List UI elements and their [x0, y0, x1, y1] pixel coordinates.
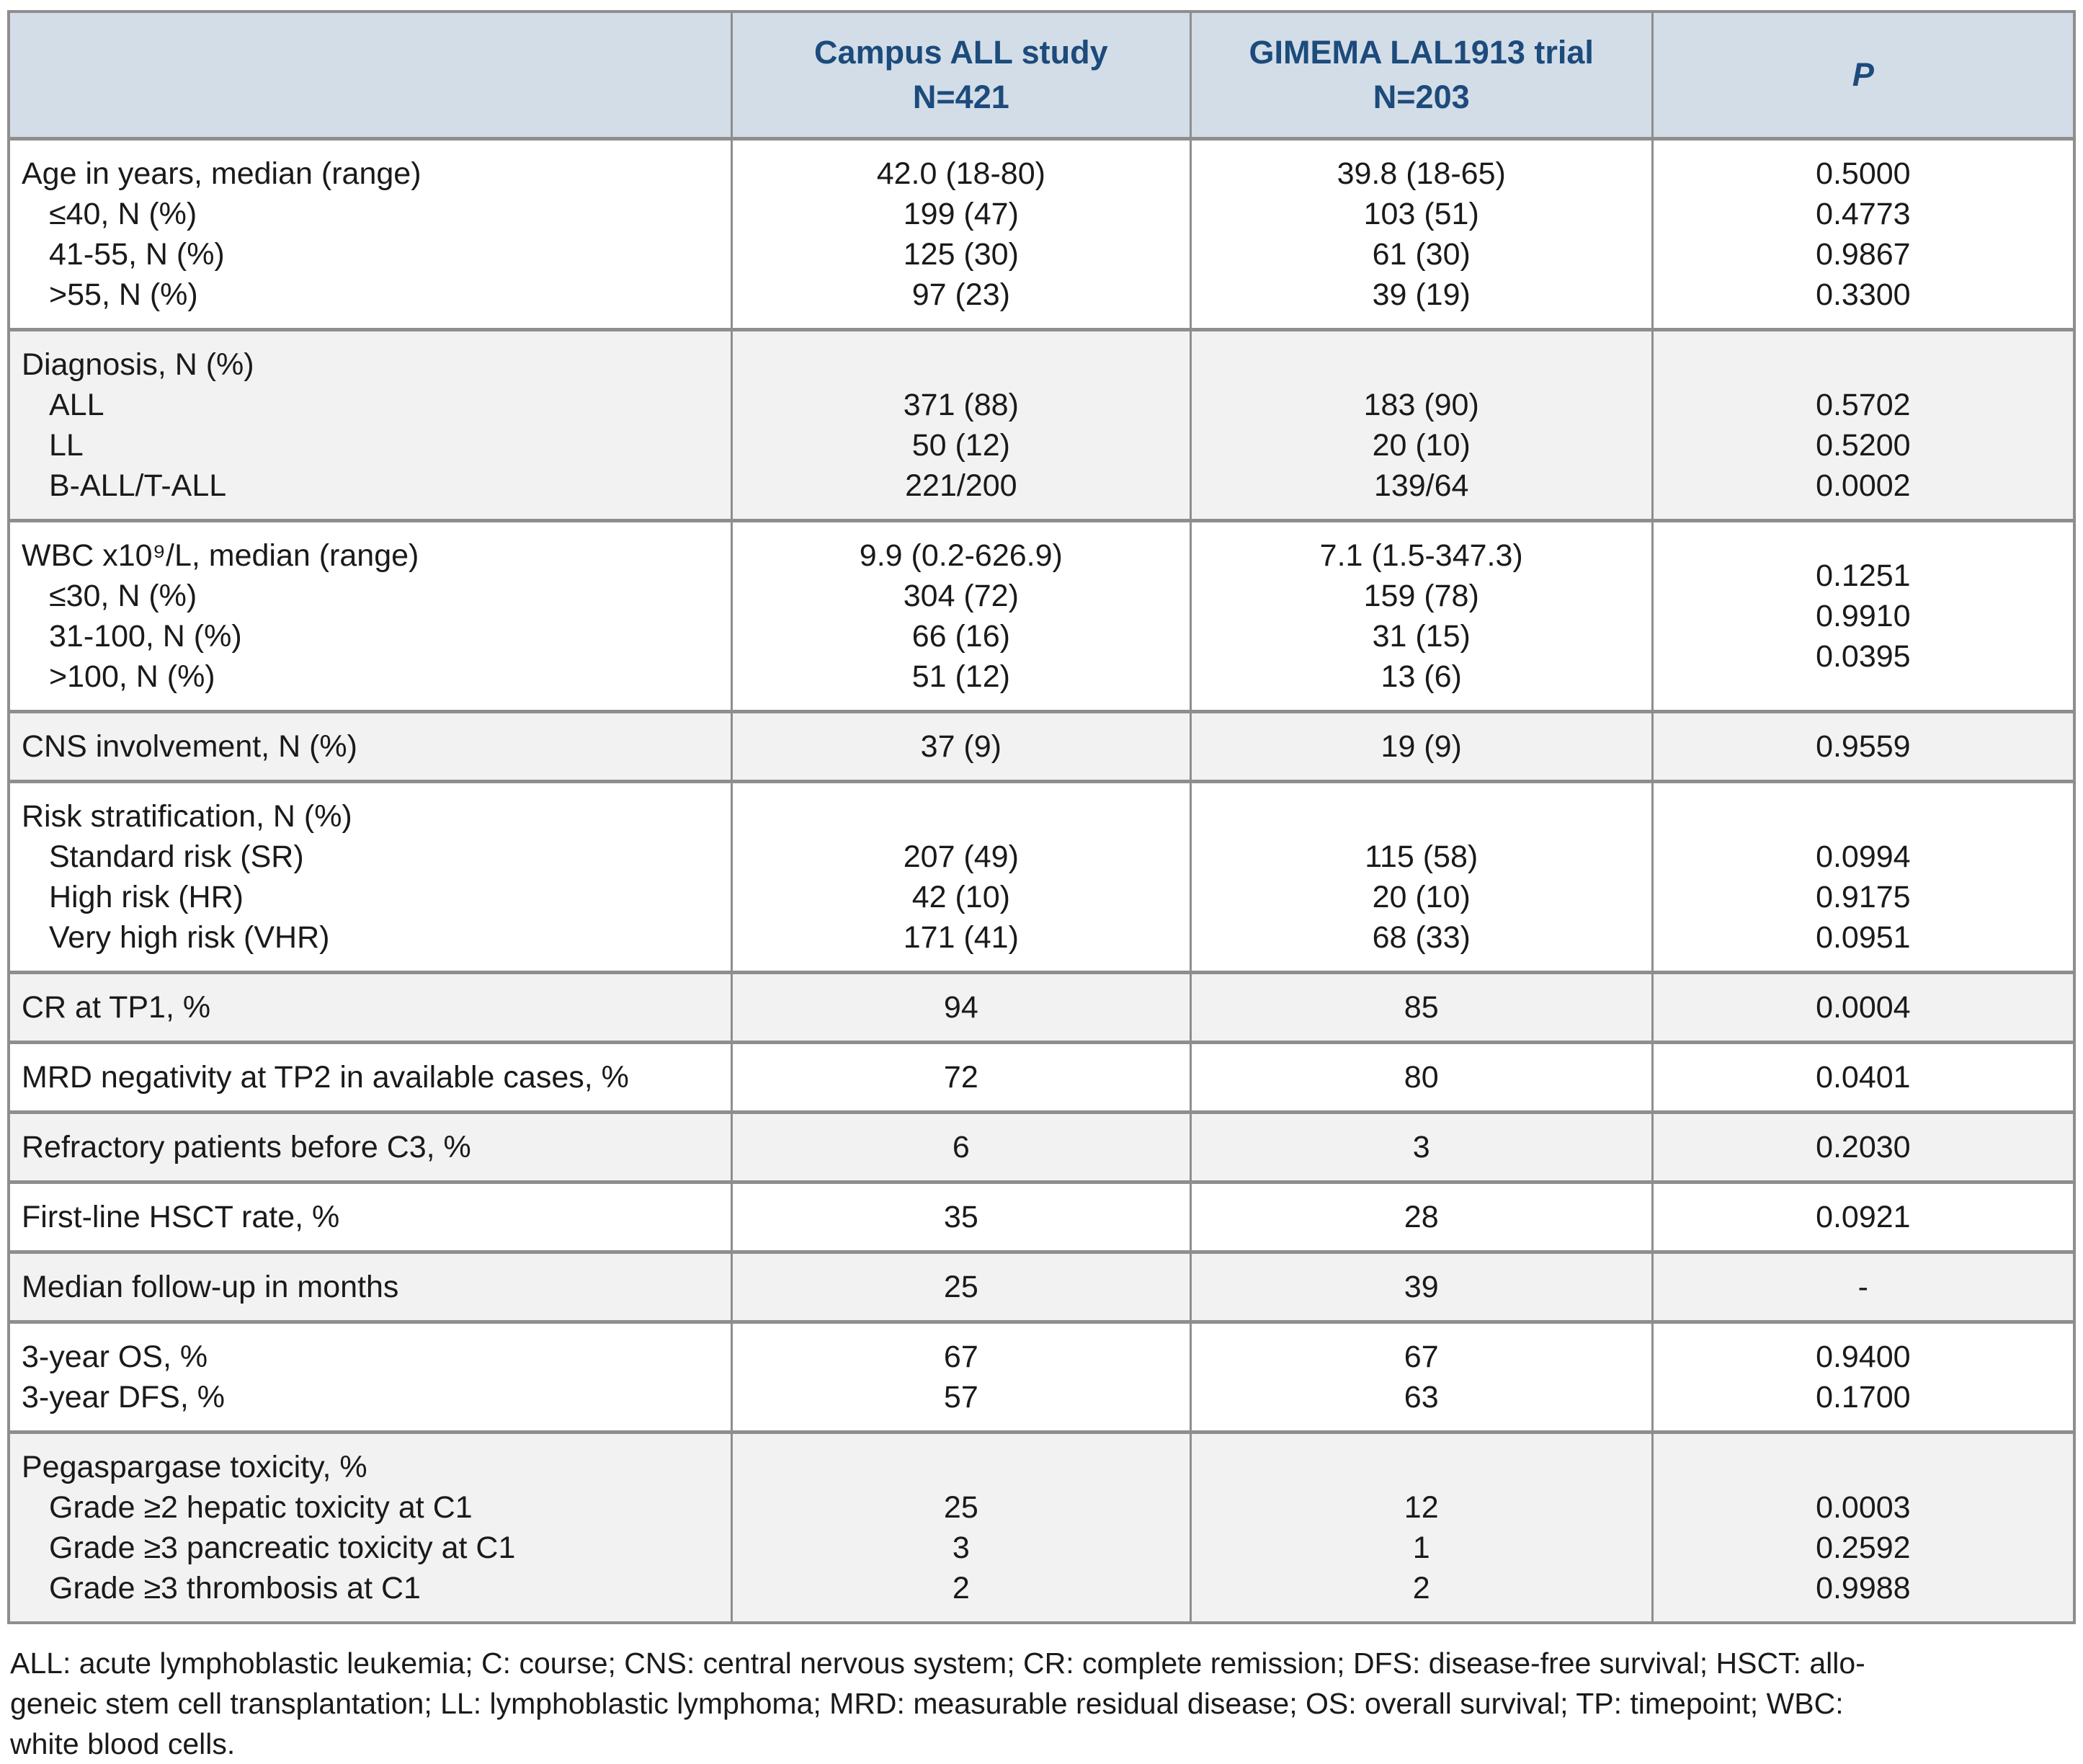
footnote — [7, 1624, 2076, 1764]
campus-value: 304 (72) — [903, 578, 1019, 613]
p-cell-followup — [1652, 1252, 2074, 1322]
p-cell-os-dfs — [1652, 1322, 2074, 1432]
row-label: First-line HSCT rate, % — [22, 1199, 340, 1234]
label-cell-os-dfs — [9, 1322, 731, 1432]
gimema-value: 19 (9) — [1381, 729, 1462, 764]
section-followup — [9, 1252, 2074, 1322]
campus-value: 51 (12) — [911, 659, 1010, 694]
label-cell-cns — [9, 711, 731, 781]
campus-cell-followup — [731, 1252, 1190, 1322]
header-empty-cell — [9, 12, 731, 138]
gimema-value: 39.8 (18-65) — [1337, 156, 1506, 191]
campus-value: 125 (30) — [903, 236, 1019, 272]
gimema-value: 12 — [1404, 1489, 1439, 1525]
p-value: 0.0401 — [1816, 1059, 1911, 1095]
section-age — [9, 138, 2074, 329]
gimema-value: 1 — [1412, 1530, 1430, 1565]
gimema-cell-risk — [1190, 781, 1652, 972]
campus-value: 42 (10) — [911, 879, 1010, 914]
comparison-table — [7, 10, 2076, 1624]
row-label: 3-year DFS, % — [22, 1379, 225, 1415]
p-cell-wbc — [1652, 520, 2074, 711]
campus-cell-age — [731, 138, 1190, 329]
campus-value: 66 (16) — [911, 618, 1010, 654]
label-cell-cr-tp1 — [9, 972, 731, 1042]
campus-value: 207 (49) — [903, 839, 1019, 874]
p-value: 0.3300 — [1816, 277, 1911, 312]
header-gimema-title: GIMEMA LAL1913 trial — [1249, 33, 1594, 71]
p-value: 0.2030 — [1816, 1129, 1911, 1164]
row-label: ≤40, N (%) — [49, 196, 197, 231]
section-os-dfs — [9, 1322, 2074, 1432]
p-cell-refractory — [1652, 1112, 2074, 1182]
gimema-value: 7.1 (1.5-347.3) — [1319, 538, 1523, 573]
gimema-value: 103 (51) — [1363, 196, 1479, 231]
p-cell-age — [1652, 138, 2074, 329]
header-campus-study — [731, 12, 1190, 138]
gimema-value: 2 — [1412, 1570, 1430, 1605]
p-value — [1654, 344, 2073, 385]
campus-cell-refractory — [731, 1112, 1190, 1182]
p-value-label: P — [1852, 55, 1874, 93]
campus-value: 50 (12) — [911, 427, 1010, 463]
gimema-value: 13 (6) — [1381, 659, 1462, 694]
p-value: 0.9175 — [1816, 879, 1911, 914]
row-label: ≤30, N (%) — [49, 578, 197, 613]
p-value: 0.0951 — [1816, 919, 1911, 955]
p-value: 0.9910 — [1816, 598, 1911, 633]
gimema-cell-refractory — [1190, 1112, 1652, 1182]
label-cell-refractory — [9, 1112, 731, 1182]
gimema-value: 39 — [1404, 1269, 1439, 1304]
footnote-line: ALL: acute lymphoblastic leukemia; C: course; CNS: central nervous system; CR: complete remission; DFS: disease-free survival; HSCT: allo- — [10, 1646, 1865, 1680]
campus-cell-diagnosis — [731, 329, 1190, 520]
section-refractory — [9, 1112, 2074, 1182]
p-value: 0.1700 — [1816, 1379, 1911, 1415]
campus-value: 221/200 — [905, 468, 1017, 503]
gimema-cell-age — [1190, 138, 1652, 329]
row-label: >100, N (%) — [49, 659, 215, 694]
header-row — [9, 12, 2074, 138]
section-pegaspargase — [9, 1432, 2074, 1623]
campus-value: 2 — [952, 1570, 970, 1605]
gimema-value: 67 — [1404, 1339, 1439, 1374]
row-label: Standard risk (SR) — [49, 839, 304, 874]
gimema-value: 39 (19) — [1372, 277, 1471, 312]
campus-value: 171 (41) — [903, 919, 1019, 955]
gimema-value — [1192, 1447, 1651, 1487]
p-value: 0.0002 — [1816, 468, 1911, 503]
label-cell-mrd-tp2 — [9, 1042, 731, 1112]
p-value: 0.0395 — [1816, 638, 1911, 674]
campus-value: 72 — [943, 1059, 978, 1095]
section-risk — [9, 781, 2074, 972]
row-label: LL — [49, 427, 84, 463]
row-label: CR at TP1, % — [22, 989, 211, 1025]
row-label: Diagnosis, N (%) — [22, 347, 254, 382]
campus-value: 97 (23) — [911, 277, 1010, 312]
campus-value: 199 (47) — [903, 196, 1019, 231]
label-cell-wbc — [9, 520, 731, 711]
gimema-value — [1192, 796, 1651, 837]
gimema-cell-hsct — [1190, 1182, 1652, 1252]
header-gimema-trial — [1190, 12, 1652, 138]
gimema-value — [1192, 344, 1651, 385]
p-value: 0.9988 — [1816, 1570, 1911, 1605]
row-label: Grade ≥3 thrombosis at C1 — [49, 1570, 421, 1605]
footnote-line: white blood cells. — [10, 1727, 236, 1760]
campus-value: 94 — [943, 989, 978, 1025]
campus-value — [733, 344, 1190, 385]
gimema-value: 80 — [1404, 1059, 1439, 1095]
p-cell-mrd-tp2 — [1652, 1042, 2074, 1112]
gimema-value: 28 — [1404, 1199, 1439, 1234]
p-value: 0.9559 — [1816, 729, 1911, 764]
gimema-value: 20 (10) — [1372, 427, 1471, 463]
header-gimema-n: N=203 — [1373, 78, 1470, 115]
p-cell-hsct — [1652, 1182, 2074, 1252]
row-label: CNS involvement, N (%) — [22, 729, 357, 764]
campus-value: 42.0 (18-80) — [876, 156, 1045, 191]
row-label: Age in years, median (range) — [22, 156, 421, 191]
campus-value: 35 — [943, 1199, 978, 1234]
gimema-value: 20 (10) — [1372, 879, 1471, 914]
p-value: 0.0994 — [1816, 839, 1911, 874]
row-label: 3-year OS, % — [22, 1339, 208, 1374]
gimema-cell-diagnosis — [1190, 329, 1652, 520]
label-cell-followup — [9, 1252, 731, 1322]
row-label: B-ALL/T-ALL — [49, 468, 227, 503]
footnote-line: geneic stem cell transplantation; LL: lymphoblastic lymphoma; MRD: measurable residual disease; OS: overall survival; TP: timepoint; WBC: — [10, 1686, 1844, 1720]
p-cell-cns — [1652, 711, 2074, 781]
label-cell-hsct — [9, 1182, 731, 1252]
campus-cell-mrd-tp2 — [731, 1042, 1190, 1112]
gimema-cell-mrd-tp2 — [1190, 1042, 1652, 1112]
campus-cell-cr-tp1 — [731, 972, 1190, 1042]
label-cell-risk — [9, 781, 731, 972]
p-cell-cr-tp1 — [1652, 972, 2074, 1042]
gimema-value: 115 (58) — [1365, 839, 1478, 874]
p-value: - — [1857, 1269, 1868, 1304]
campus-value: 9.9 (0.2-626.9) — [859, 538, 1063, 573]
p-value: 0.0921 — [1816, 1199, 1911, 1234]
row-label: 41-55, N (%) — [49, 236, 225, 272]
gimema-value: 68 (33) — [1372, 919, 1471, 955]
row-label: High risk (HR) — [49, 879, 244, 914]
gimema-value: 159 (78) — [1363, 578, 1479, 613]
p-value — [1654, 1447, 2073, 1487]
campus-value: 25 — [943, 1269, 978, 1304]
p-value: 0.0004 — [1816, 989, 1911, 1025]
p-centered-stack — [1654, 535, 2073, 697]
section-hsct — [9, 1182, 2074, 1252]
section-cr-tp1 — [9, 972, 2074, 1042]
gimema-value: 3 — [1412, 1129, 1430, 1164]
row-label: 31-100, N (%) — [49, 618, 242, 654]
gimema-cell-os-dfs — [1190, 1322, 1652, 1432]
gimema-value: 183 (90) — [1363, 387, 1479, 422]
campus-value: 371 (88) — [903, 387, 1019, 422]
section-wbc — [9, 520, 2074, 711]
row-label: Grade ≥2 hepatic toxicity at C1 — [49, 1489, 473, 1525]
p-value: 0.4773 — [1816, 196, 1911, 231]
p-value: 0.5702 — [1816, 387, 1911, 422]
row-label: Refractory patients before C3, % — [22, 1129, 471, 1164]
header-campus-title: Campus ALL study — [814, 33, 1108, 71]
p-value: 0.0003 — [1816, 1489, 1911, 1525]
gimema-value: 63 — [1404, 1379, 1439, 1415]
p-value: 0.5000 — [1816, 156, 1911, 191]
p-value: 0.9867 — [1816, 236, 1911, 272]
campus-value: 57 — [943, 1379, 978, 1415]
row-label: Risk stratification, N (%) — [22, 798, 352, 834]
p-value: 0.5200 — [1816, 427, 1911, 463]
row-label: Pegaspargase toxicity, % — [22, 1449, 367, 1484]
gimema-cell-cr-tp1 — [1190, 972, 1652, 1042]
row-label: Very high risk (VHR) — [49, 919, 330, 955]
p-cell-risk — [1652, 781, 2074, 972]
campus-cell-cns — [731, 711, 1190, 781]
row-label: WBC x10⁹/L, median (range) — [22, 538, 419, 573]
campus-value: 67 — [943, 1339, 978, 1374]
campus-cell-os-dfs — [731, 1322, 1190, 1432]
campus-value — [733, 796, 1190, 837]
campus-value: 3 — [952, 1530, 970, 1565]
gimema-cell-cns — [1190, 711, 1652, 781]
section-diagnosis — [9, 329, 2074, 520]
gimema-cell-wbc — [1190, 520, 1652, 711]
campus-cell-hsct — [731, 1182, 1190, 1252]
label-cell-pegaspargase — [9, 1432, 731, 1623]
gimema-value: 31 (15) — [1372, 618, 1471, 654]
p-cell-pegaspargase — [1652, 1432, 2074, 1623]
row-label: ALL — [49, 387, 104, 422]
row-label: MRD negativity at TP2 in available cases, % — [22, 1059, 629, 1095]
p-value: 0.2592 — [1816, 1530, 1911, 1565]
p-value: 0.1251 — [1816, 558, 1911, 593]
p-value: 0.9400 — [1816, 1339, 1911, 1374]
section-mrd-tp2 — [9, 1042, 2074, 1112]
header-campus-n: N=421 — [912, 78, 1009, 115]
campus-cell-pegaspargase — [731, 1432, 1190, 1623]
gimema-cell-pegaspargase — [1190, 1432, 1652, 1623]
row-label: Median follow-up in months — [22, 1269, 399, 1304]
p-cell-diagnosis — [1652, 329, 2074, 520]
header-p-value — [1652, 12, 2074, 138]
p-value — [1654, 796, 2073, 837]
campus-cell-risk — [731, 781, 1190, 972]
campus-value: 6 — [952, 1129, 970, 1164]
gimema-value: 61 (30) — [1372, 236, 1471, 272]
campus-cell-wbc — [731, 520, 1190, 711]
gimema-cell-followup — [1190, 1252, 1652, 1322]
campus-value — [733, 1447, 1190, 1487]
gimema-value: 85 — [1404, 989, 1439, 1025]
section-cns — [9, 711, 2074, 781]
row-label: >55, N (%) — [49, 277, 198, 312]
campus-value: 25 — [943, 1489, 978, 1525]
campus-value: 37 (9) — [920, 729, 1002, 764]
gimema-value: 139/64 — [1373, 468, 1469, 503]
label-cell-age — [9, 138, 731, 329]
label-cell-diagnosis — [9, 329, 731, 520]
row-label: Grade ≥3 pancreatic toxicity at C1 — [49, 1530, 516, 1565]
